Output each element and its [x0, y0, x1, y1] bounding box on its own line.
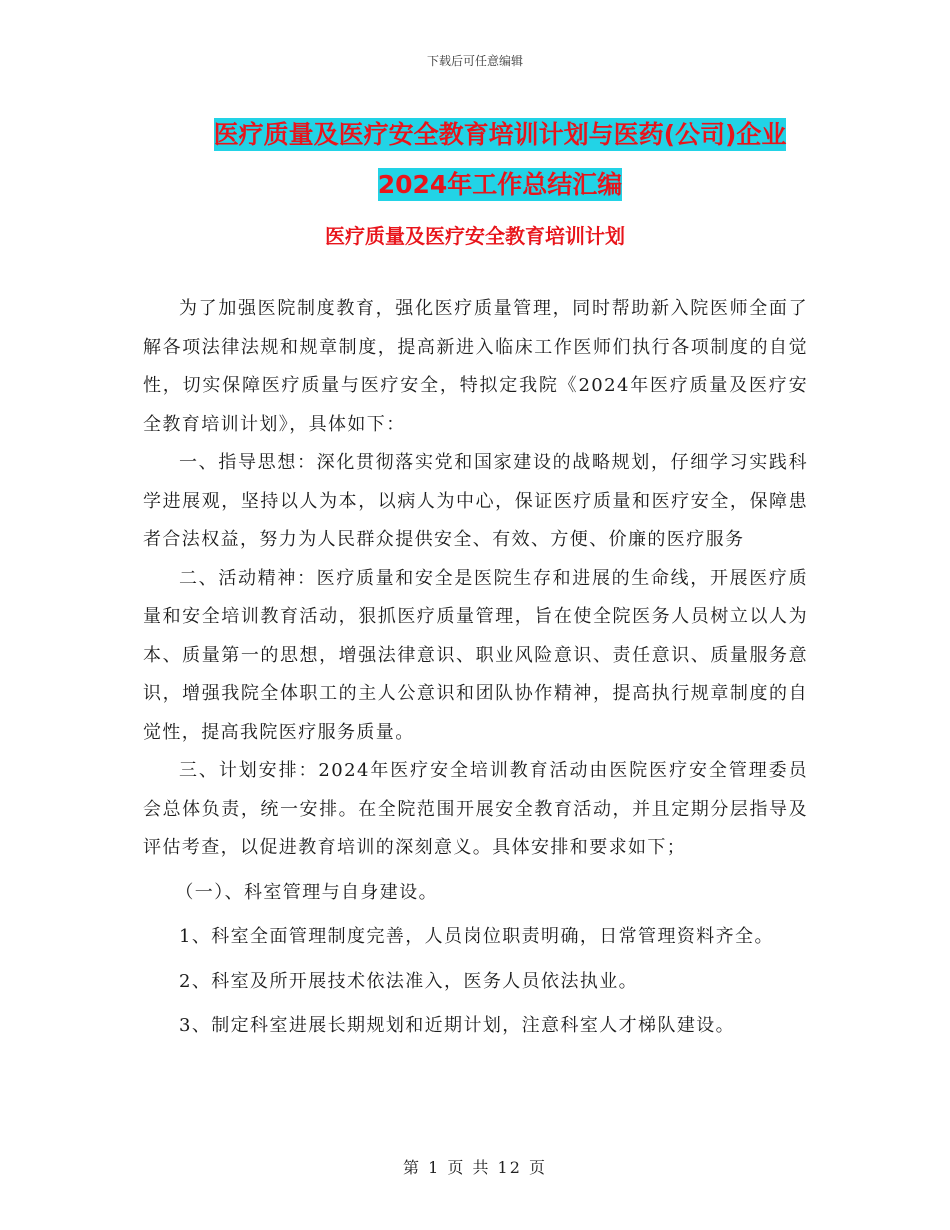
- paragraph-guiding-thought: 一、指导思想：深化贯彻落实党和国家建设的战略规划，仔细学习实践科学进展观，坚持以人为本，以病人为中心，保证医疗质量和医疗安全，保障患者合法权益，努力为人民群众提供安全、有效、方便、价廉的医疗服务: [143, 452, 808, 550]
- list-item: 2、科室及所开展技术依法准入，医务人员依法执业。: [179, 970, 639, 992]
- document-body: [143, 290, 808, 1046]
- section-title: 医疗质量及医疗安全教育培训计划: [325, 224, 625, 248]
- paragraph-intro: 为了加强医院制度教育，强化医疗质量管理，同时帮助新入院医师全面了解各项法律法规和规章制度，提高新进入临床工作医师们执行各项制度的自觉性，切实保障医疗质量与医疗安全，特拟定我院《2024年医疗质量及医疗安全教育培训计划》，具体如下：: [143, 298, 808, 435]
- list-item: 1、科室全面管理制度完善，人员岗位职责明确，日常管理资料齐全。: [179, 926, 774, 947]
- page-footer: 第 1 页 共 12 页: [403, 1158, 547, 1177]
- title-line-2: 2024年工作总结汇编: [377, 170, 623, 199]
- header-note: 下载后可任意编辑: [426, 54, 523, 68]
- subheading-department-management: （一）、科室管理与自身建设。: [175, 881, 438, 903]
- list-item: 3、制定科室进展长期规划和近期计划，注意科室人才梯队建设。: [179, 1015, 736, 1036]
- document-title: [130, 110, 870, 210]
- paragraph-activity-spirit: 二、活动精神：医疗质量和安全是医院生存和进展的生命线，开展医疗质量和安全培训教育活动，狠抓医疗质量管理，旨在使全院医务人员树立以人为本、质量第一的思想，增强法律意识、职业风险意识、责任意识、质量服务意识，增强我院全体职工的主人公意识和团队协作精神，提高执行规章制度的自觉性，提高我院医疗服务质量。: [143, 567, 808, 743]
- title-line-1: 医疗质量及医疗安全教育培训计划与医药(公司)企业: [213, 120, 787, 149]
- paragraph-plan-arrangement: 三、计划安排：2024年医疗安全培训教育活动由医院医疗安全管理委员会总体负责，统一安排。在全院范围开展安全教育活动，并且定期分层指导及评估考查，以促进教育培训的深刻意义。具体安排和要求如下；: [143, 760, 808, 858]
